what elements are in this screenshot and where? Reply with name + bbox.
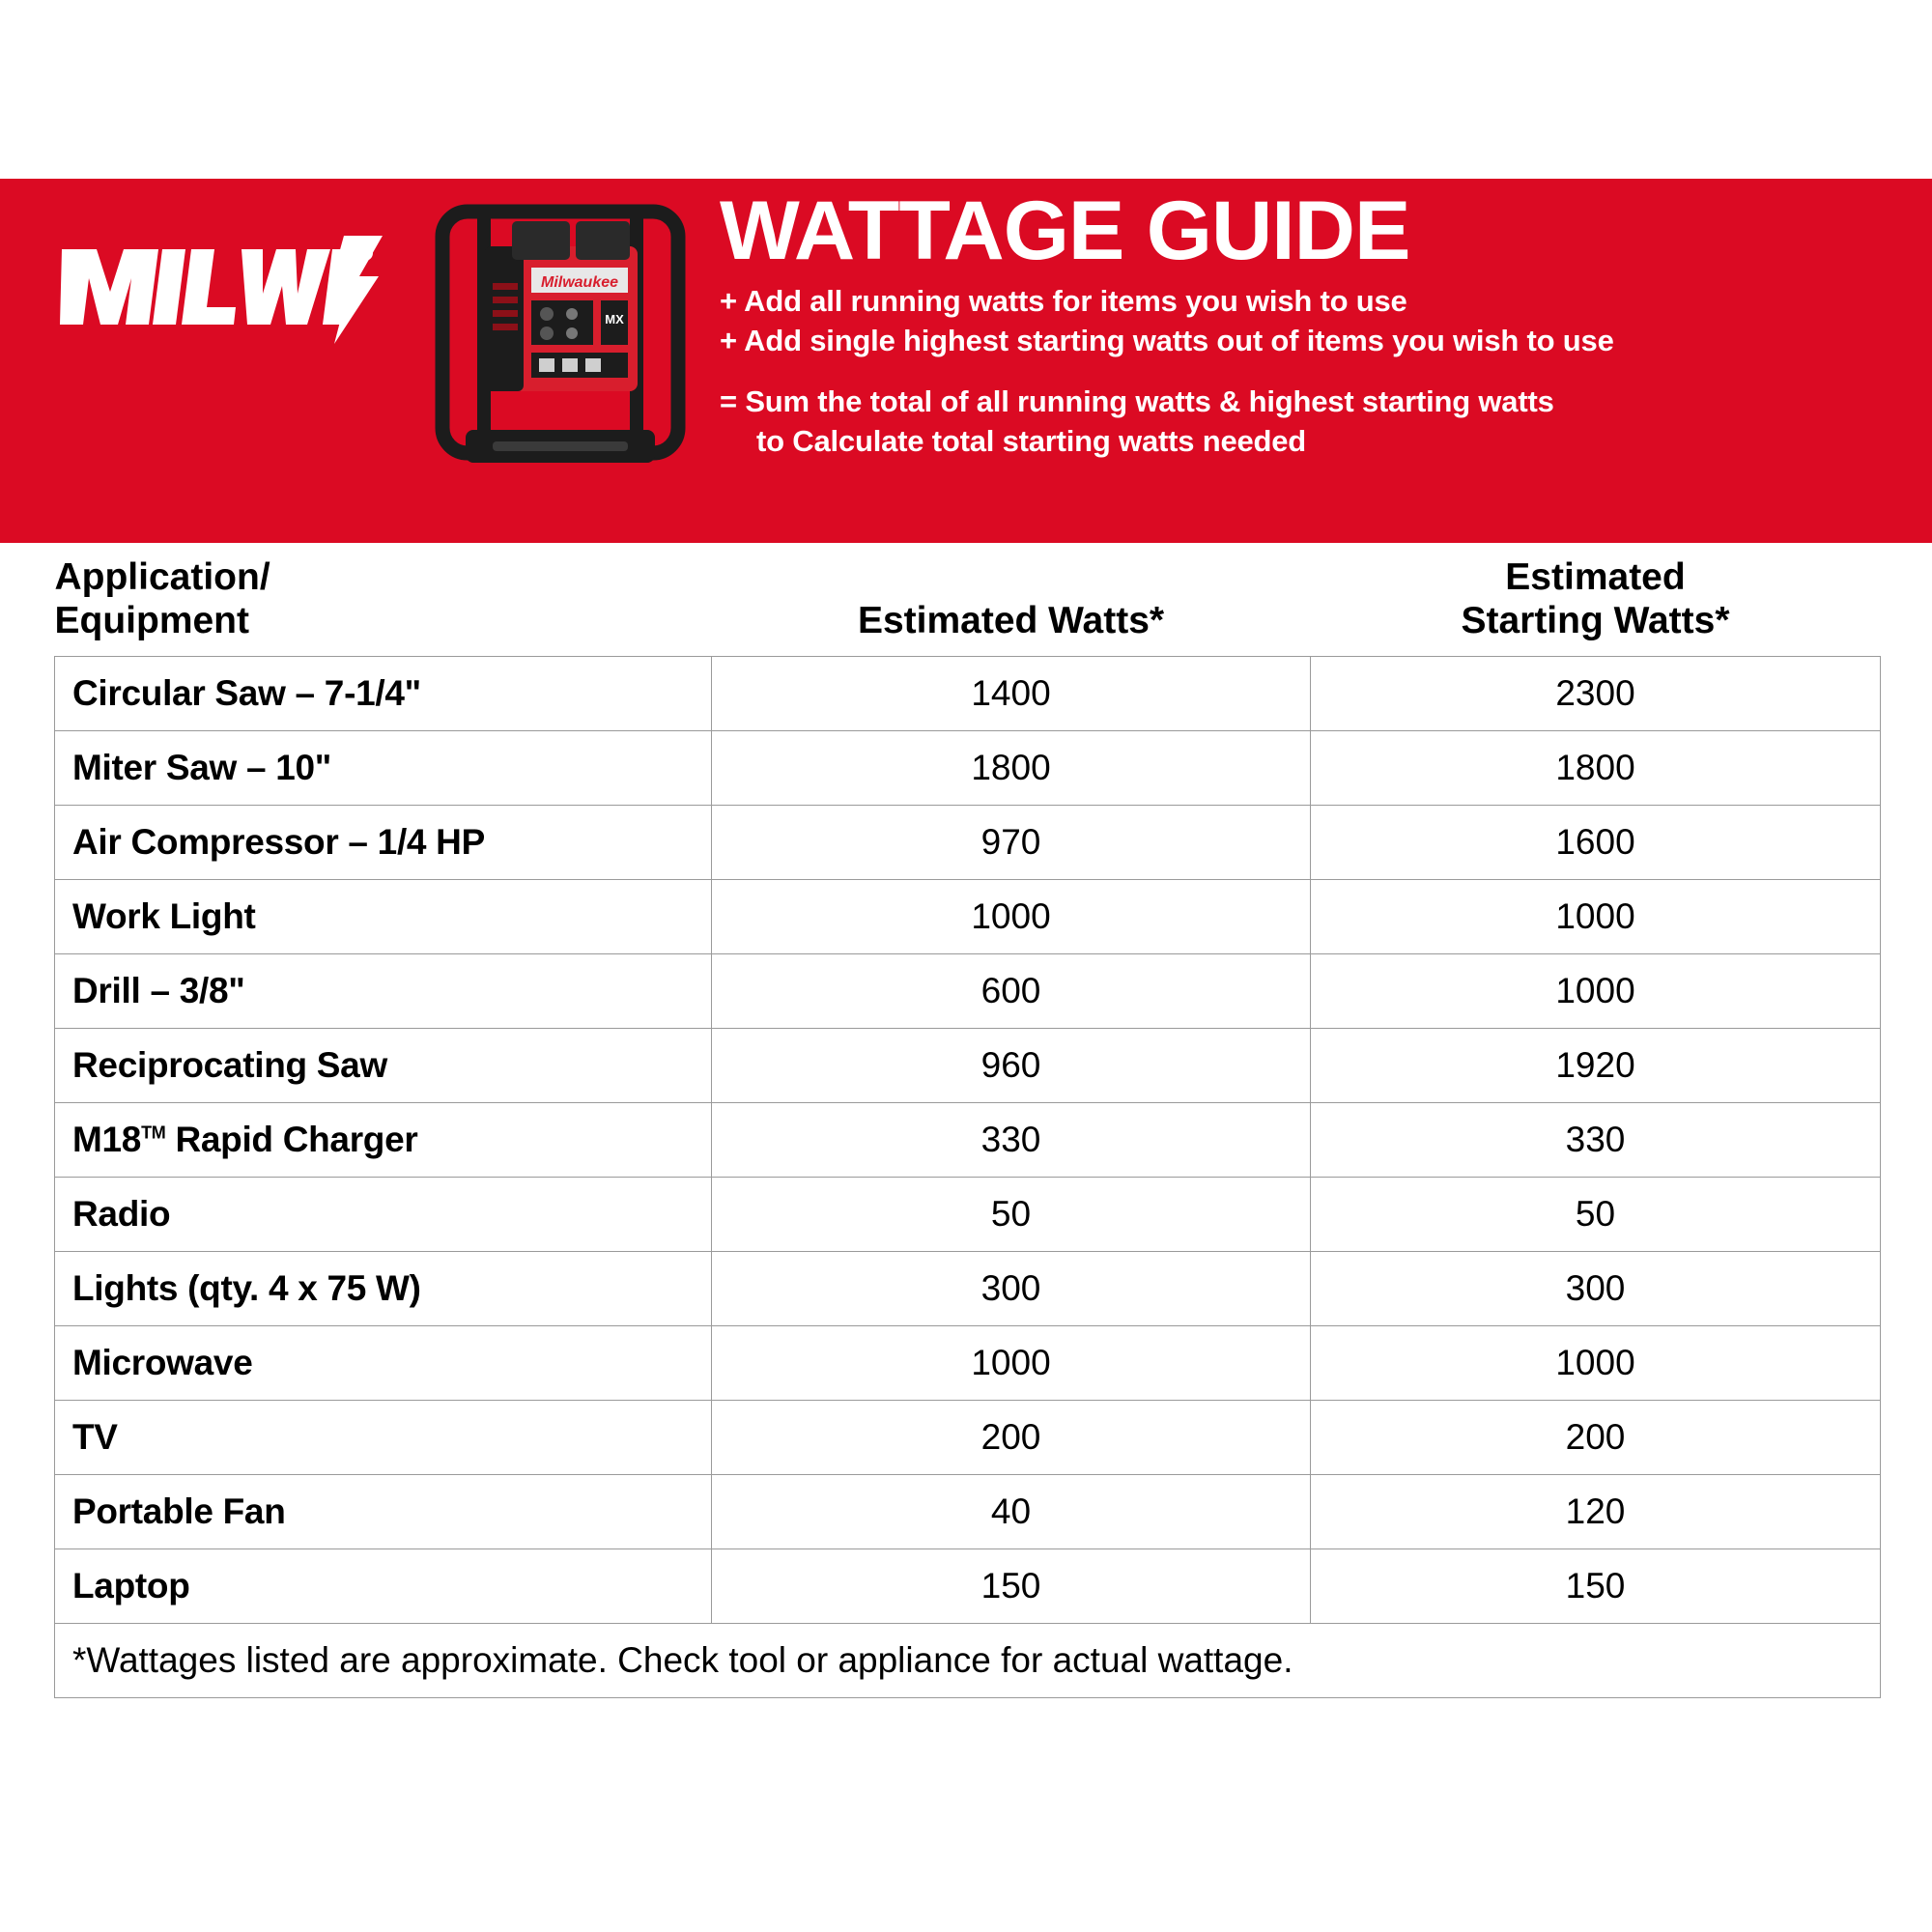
header-sum-line-1: = Sum the total of all running watts & highest starting watts bbox=[720, 384, 1554, 418]
cell-watts: 40 bbox=[712, 1475, 1311, 1549]
column-header-estimated-watts bbox=[712, 555, 1311, 657]
column-header-starting-watts-line2: Starting Watts* bbox=[1461, 600, 1730, 641]
cell-equipment: Drill – 3/8" bbox=[55, 954, 712, 1029]
table-row bbox=[55, 806, 1881, 880]
cell-watts: 600 bbox=[712, 954, 1311, 1029]
cell-starting-watts: 1600 bbox=[1311, 806, 1881, 880]
cell-starting-watts: 50 bbox=[1311, 1178, 1881, 1252]
cell-starting-watts: 1000 bbox=[1311, 954, 1881, 1029]
trademark-symbol: TM bbox=[141, 1122, 166, 1143]
milwaukee-logo bbox=[54, 232, 383, 348]
table-row bbox=[55, 1401, 1881, 1475]
cell-equipment: Circular Saw – 7-1/4" bbox=[55, 657, 712, 731]
cell-equipment: Laptop bbox=[55, 1549, 712, 1624]
cell-watts: 1800 bbox=[712, 731, 1311, 806]
svg-text:Milwaukee: Milwaukee bbox=[540, 274, 619, 291]
table-row bbox=[55, 1475, 1881, 1549]
page-title: WATTAGE GUIDE bbox=[720, 185, 1410, 277]
column-header-estimated-watts-label: Estimated Watts* bbox=[857, 600, 1165, 641]
cell-starting-watts: 300 bbox=[1311, 1252, 1881, 1326]
cell-equipment-base: M18 bbox=[72, 1120, 142, 1159]
wattage-table-area bbox=[54, 555, 1880, 1698]
cell-equipment: TV bbox=[55, 1401, 712, 1475]
wattage-table bbox=[54, 555, 1881, 1698]
table-body bbox=[55, 657, 1881, 1698]
table-row bbox=[55, 1252, 1881, 1326]
table-row bbox=[55, 1326, 1881, 1401]
cell-equipment: Work Light bbox=[55, 880, 712, 954]
table-row bbox=[55, 880, 1881, 954]
cell-equipment: Air Compressor – 1/4 HP bbox=[55, 806, 712, 880]
header-bullet-1: + Add all running watts for items you wish to use bbox=[720, 284, 1407, 318]
cell-starting-watts: 150 bbox=[1311, 1549, 1881, 1624]
cell-starting-watts: 1800 bbox=[1311, 731, 1881, 806]
column-header-application-line1: Application/ bbox=[54, 556, 270, 598]
table-header bbox=[55, 555, 1881, 657]
table-row bbox=[55, 1103, 1881, 1178]
cell-starting-watts: 200 bbox=[1311, 1401, 1881, 1475]
table-footnote: *Wattages listed are approximate. Check tool or appliance for actual wattage. bbox=[55, 1624, 1881, 1698]
generator-product-image bbox=[425, 200, 696, 499]
cell-starting-watts: 330 bbox=[1311, 1103, 1881, 1178]
svg-text:MX: MX bbox=[605, 312, 624, 327]
table-footnote-row bbox=[55, 1624, 1881, 1698]
column-header-application bbox=[55, 555, 712, 657]
milwaukee-logo-icon bbox=[54, 232, 383, 348]
cell-watts: 300 bbox=[712, 1252, 1311, 1326]
cell-watts: 960 bbox=[712, 1029, 1311, 1103]
table-row bbox=[55, 1029, 1881, 1103]
cell-watts: 970 bbox=[712, 806, 1311, 880]
cell-starting-watts: 120 bbox=[1311, 1475, 1881, 1549]
cell-equipment: Portable Fan bbox=[55, 1475, 712, 1549]
table-row bbox=[55, 954, 1881, 1029]
cell-starting-watts: 1000 bbox=[1311, 1326, 1881, 1401]
header-sum-block bbox=[720, 382, 1908, 461]
cell-equipment: Radio bbox=[55, 1178, 712, 1252]
header-sum-line-2: to Calculate total starting watts needed bbox=[756, 424, 1307, 458]
cell-watts: 1000 bbox=[712, 880, 1311, 954]
cell-equipment: Lights (qty. 4 x 75 W) bbox=[55, 1252, 712, 1326]
cell-watts: 200 bbox=[712, 1401, 1311, 1475]
cell-equipment bbox=[55, 1103, 712, 1178]
mx-fuel-generator-icon bbox=[425, 200, 696, 499]
table-row bbox=[55, 1178, 1881, 1252]
cell-equipment: Reciprocating Saw bbox=[55, 1029, 712, 1103]
cell-watts: 50 bbox=[712, 1178, 1311, 1252]
cell-equipment-suffix: Rapid Charger bbox=[165, 1120, 418, 1159]
table-header-row bbox=[55, 555, 1881, 657]
table-row bbox=[55, 1549, 1881, 1624]
table-row bbox=[55, 731, 1881, 806]
cell-watts: 1000 bbox=[712, 1326, 1311, 1401]
column-header-starting-watts bbox=[1311, 555, 1881, 657]
svg-text:R: R bbox=[361, 250, 369, 260]
column-header-application-line2: Equipment bbox=[54, 600, 249, 641]
cell-starting-watts: 1000 bbox=[1311, 880, 1881, 954]
cell-watts: 330 bbox=[712, 1103, 1311, 1178]
table-row bbox=[55, 657, 1881, 731]
header-bullet-2: + Add single highest starting watts out of items you wish to use bbox=[720, 324, 1614, 357]
column-header-starting-watts-line1: Estimated bbox=[1505, 556, 1686, 598]
cell-starting-watts: 1920 bbox=[1311, 1029, 1881, 1103]
cell-watts: 1400 bbox=[712, 657, 1311, 731]
header-text-block bbox=[720, 186, 1908, 461]
cell-watts: 150 bbox=[712, 1549, 1311, 1624]
cell-equipment: Miter Saw – 10" bbox=[55, 731, 712, 806]
header-banner bbox=[0, 179, 1932, 543]
cell-equipment: Microwave bbox=[55, 1326, 712, 1401]
cell-starting-watts: 2300 bbox=[1311, 657, 1881, 731]
